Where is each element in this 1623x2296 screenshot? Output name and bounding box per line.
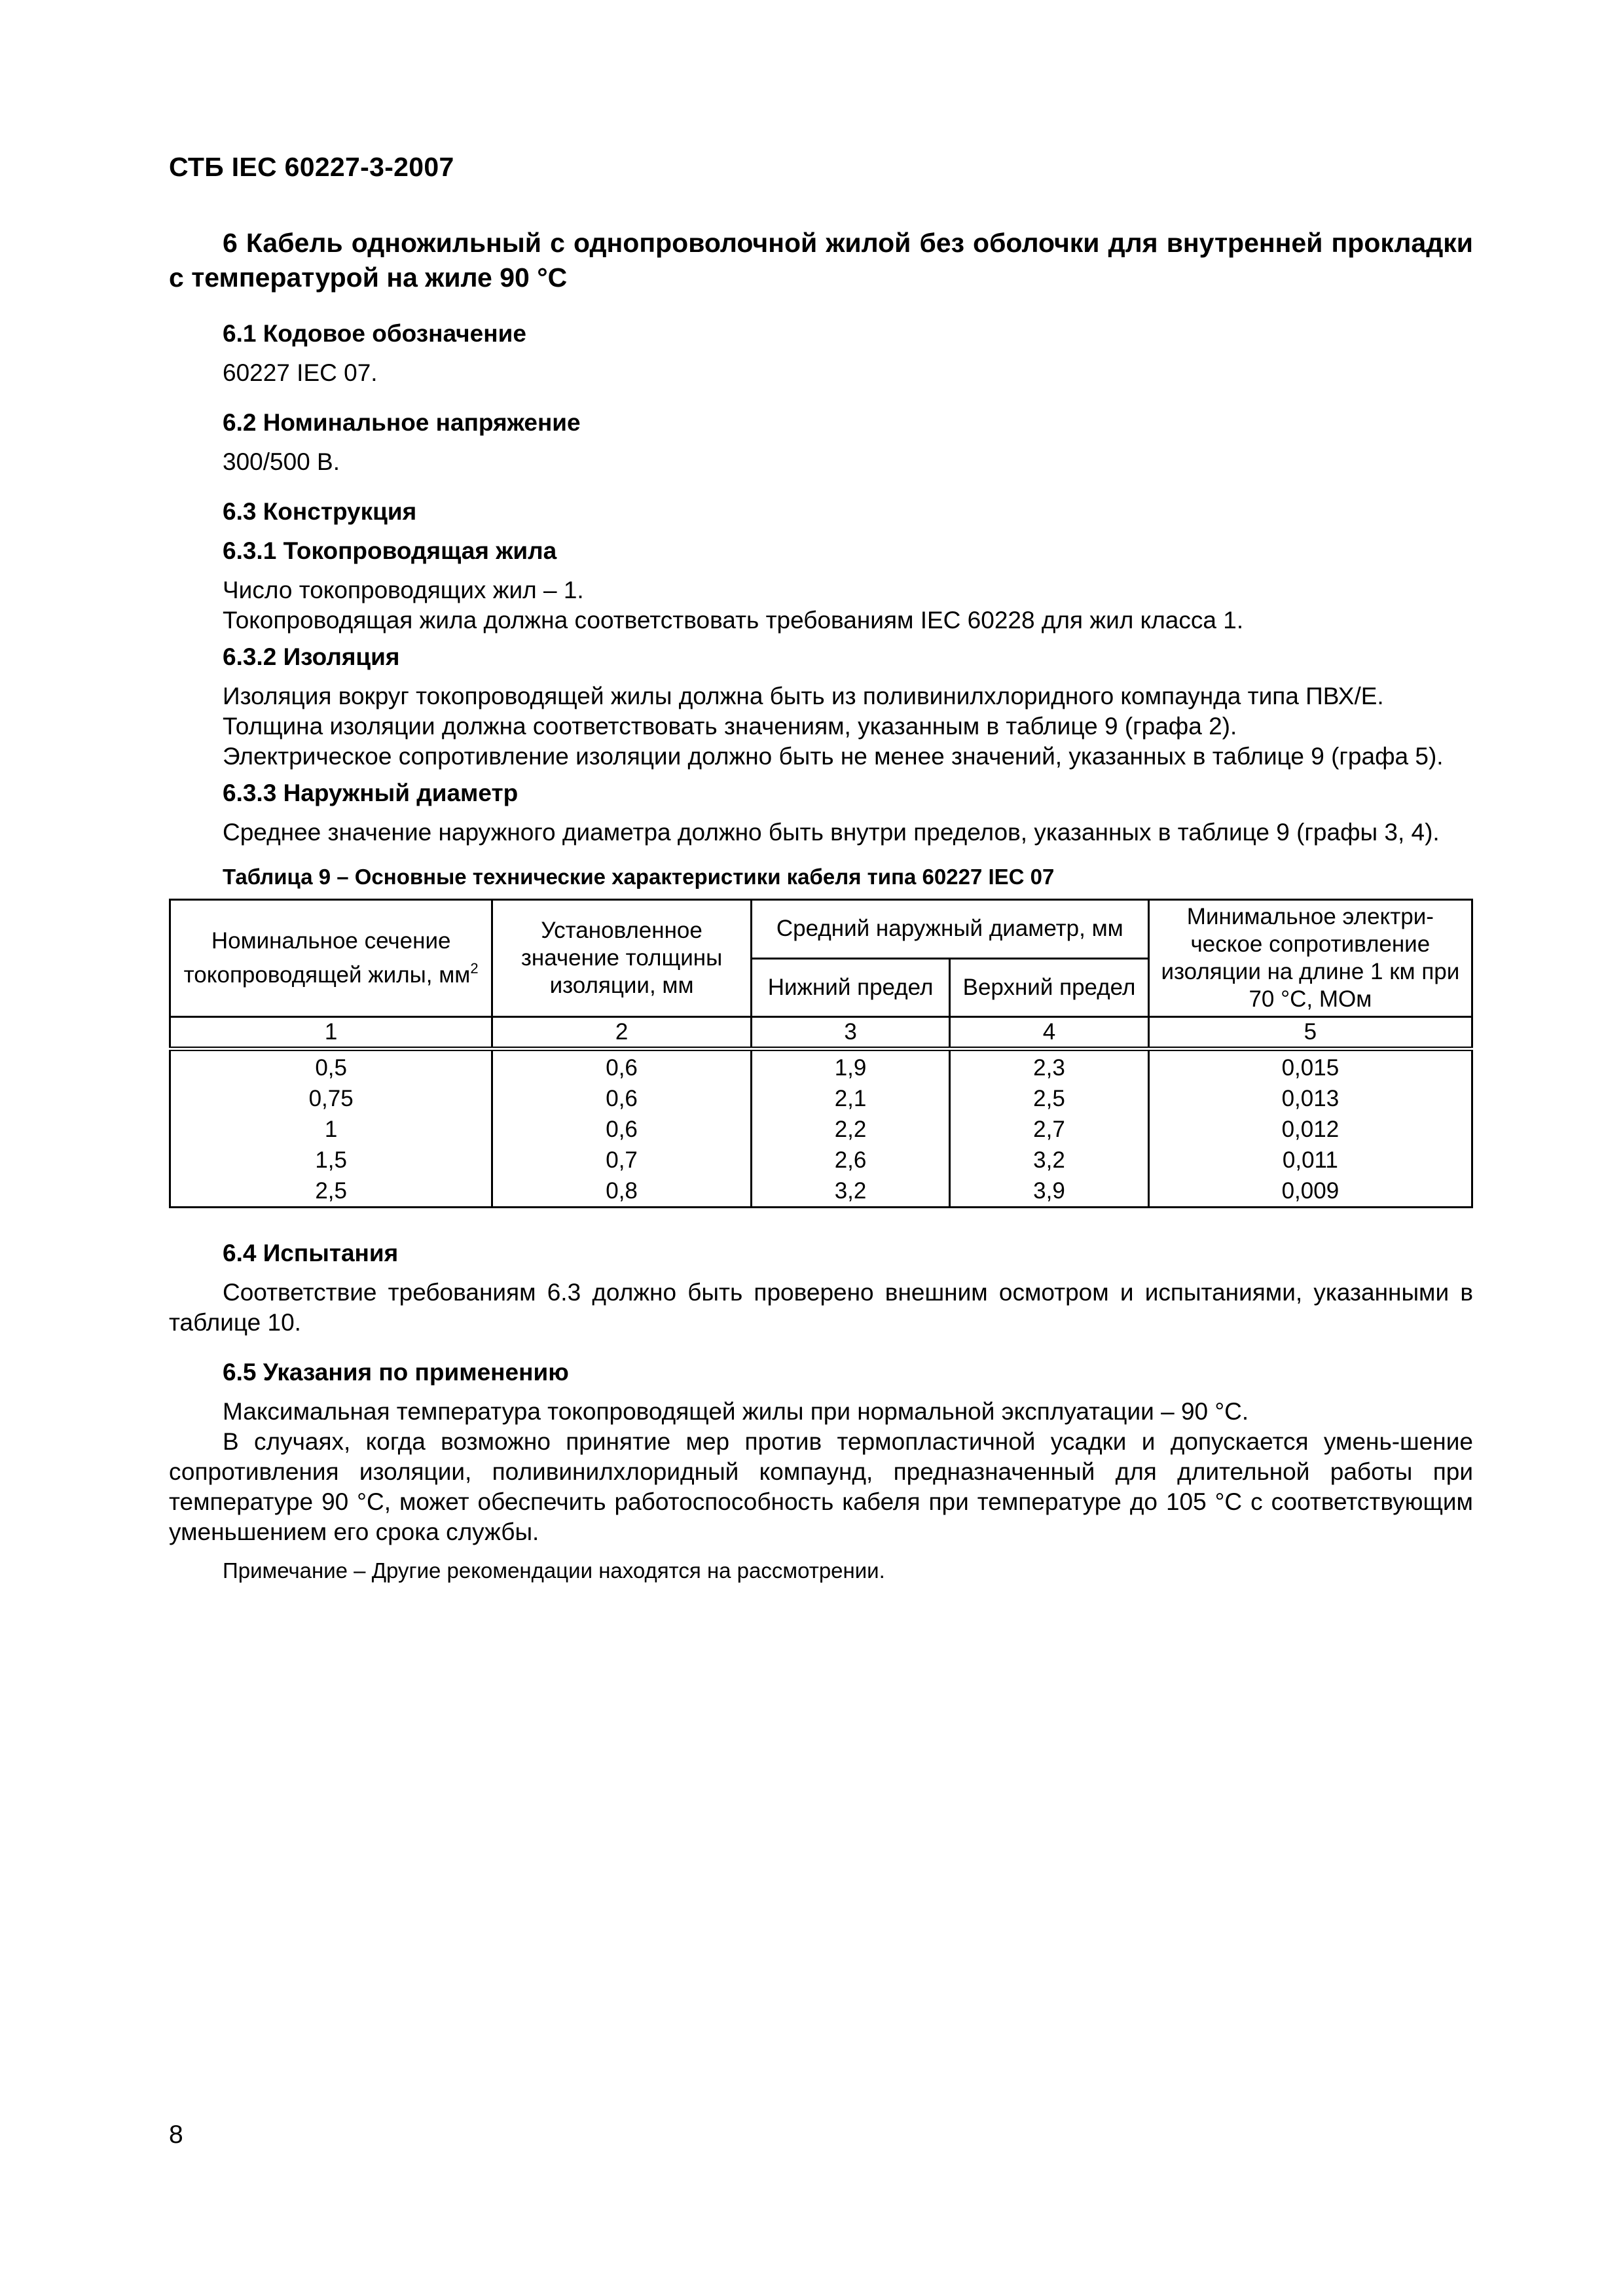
table-cell: 0,8 <box>606 1178 638 1204</box>
paragraph-6-5-a: Максимальная температура токопроводящей жилы при нормальной эксплуатации – 90 °С. <box>223 1398 1249 1425</box>
table-cell: 2,6 <box>834 1147 867 1173</box>
paragraph-6-3-3-a: Среднее значение наружного диаметра должно быть внутри пределов, указанных в таблице 9 (графы 3, 4). <box>223 819 1440 846</box>
table-header-row <box>170 900 1472 959</box>
heading-6-3-1: 6.3.1 Токопроводящая жила <box>223 537 557 564</box>
page-number: 8 <box>169 2121 183 2149</box>
table-cell: 0,013 <box>1281 1086 1340 1111</box>
heading-6-1: 6.1 Кодовое обозначение <box>223 320 526 347</box>
document-page <box>169 0 1473 2296</box>
table-cell: 2,7 <box>1033 1117 1065 1142</box>
table-cell: 3,9 <box>1033 1178 1065 1204</box>
heading-6-3: 6.3 Конструкция <box>223 498 417 525</box>
table-cell: 2,1 <box>834 1086 867 1111</box>
paragraph-6-3-1-b: Токопроводящая жила должна соответствовать требованиям IEC 60228 для жил класса 1. <box>223 607 1244 634</box>
header-cross-section-sup: 2 <box>470 960 479 977</box>
index-cell: 5 <box>1148 1017 1472 1049</box>
header-lower-limit: Нижний предел <box>751 958 949 1017</box>
table-index-row <box>170 1017 1472 1049</box>
table-cell: 0,6 <box>606 1086 638 1111</box>
index-cell: 4 <box>950 1017 1148 1049</box>
document-body <box>169 226 1473 1585</box>
heading-6-3-2: 6.3.2 Изоляция <box>223 643 400 670</box>
paragraph-6-3-2-c: Электрическое сопротивление изоляции должно быть не менее значений, указанных в таблице 9 (графа 5). <box>223 743 1444 770</box>
rated-voltage: 300/500 В. <box>223 448 340 475</box>
table-cell: 3,2 <box>1033 1147 1065 1173</box>
column-upper-limit <box>950 1049 1148 1208</box>
standard-header: СТБ IEC 60227-3-2007 <box>169 152 454 182</box>
section-title: 6 Кабель одножильный с однопроволочной жилой без оболочки для внутренней прокладки с температурой на жиле 90 °С <box>169 228 1473 293</box>
table-data-row <box>170 1049 1472 1208</box>
table-cell: 0,6 <box>606 1055 638 1081</box>
header-insulation-resistance: Минимальное электри-ческое сопротивление изоляции на длине 1 км при 70 °С, МОм <box>1148 900 1472 1017</box>
table-cell: 0,75 <box>308 1086 354 1111</box>
table-cell: 1,9 <box>834 1055 867 1081</box>
index-cell: 2 <box>492 1017 752 1049</box>
table-cell: 0,009 <box>1281 1178 1340 1204</box>
paragraph-6-3-2-b: Толщина изоляции должна соответствовать значениям, указанным в таблице 9 (графа 2). <box>223 713 1237 740</box>
paragraph-6-5-b: В случаях, когда возможно принятие мер против термопластичной усадки и допускается умень-шение сопротивления изоляции, поливинилхлоридный компаунд, предназначенный для длительной работы при температуре 90 °С, может обеспечить работоспособность кабеля при температуре до 105 °С с соответствующим уменьшением его срока службы. <box>169 1428 1473 1545</box>
table-cell: 2,5 <box>315 1178 347 1204</box>
paragraph-6-3-1-a: Число токопроводящих жил – 1. <box>223 577 584 603</box>
table-cell: 2,3 <box>1033 1055 1065 1081</box>
header-cross-section-text: Номинальное сечение токопроводящей жилы, мм <box>183 928 471 988</box>
heading-6-4: 6.4 Испытания <box>223 1240 399 1266</box>
table-cell: 0,6 <box>606 1117 638 1142</box>
paragraph-6-4-a: Соответствие требованиям 6.3 должно быть проверено внешним осмотром и испытаниями, указанными в таблице 10. <box>169 1279 1473 1336</box>
table-cell: 1 <box>324 1117 338 1142</box>
table-cell: 0,5 <box>315 1055 347 1081</box>
table-cell: 2,5 <box>1033 1086 1065 1111</box>
header-cross-section <box>170 900 492 1017</box>
header-upper-limit: Верхний предел <box>950 958 1148 1017</box>
heading-6-3-3: 6.3.3 Наружный диаметр <box>223 780 519 806</box>
table-cell: 1,5 <box>315 1147 347 1173</box>
index-cell: 1 <box>170 1017 492 1049</box>
table-9 <box>169 899 1473 1208</box>
note: Примечание – Другие рекомендации находятся на рассмотрении. <box>223 1558 885 1583</box>
table-cell: 3,2 <box>834 1178 867 1204</box>
table-cell: 0,011 <box>1282 1147 1338 1173</box>
table-cell: 0,015 <box>1281 1055 1340 1081</box>
table-9-caption: Таблица 9 – Основные технические характеристики кабеля типа 60227 IEC 07 <box>223 865 1055 889</box>
header-mean-diameter: Средний наружный диаметр, мм <box>751 900 1148 959</box>
index-cell: 3 <box>751 1017 949 1049</box>
column-lower-limit <box>751 1049 949 1208</box>
table-cell: 2,2 <box>834 1117 867 1142</box>
heading-6-2: 6.2 Номинальное напряжение <box>223 409 581 436</box>
heading-6-5: 6.5 Указания по применению <box>223 1359 569 1386</box>
table-cell: 0,7 <box>606 1147 638 1173</box>
code-designation: 60227 IEC 07. <box>223 359 378 386</box>
column-cross-section <box>170 1049 492 1208</box>
paragraph-6-3-2-a: Изоляция вокруг токопроводящей жилы должна быть из поливинилхлоридного компаунда типа ПВХ/Е. <box>223 683 1384 709</box>
table-cell: 0,012 <box>1281 1117 1340 1142</box>
column-insulation-thickness <box>492 1049 752 1208</box>
header-insulation-thickness: Установленное значение толщины изоляции, мм <box>492 900 752 1017</box>
column-insulation-resistance <box>1148 1049 1472 1208</box>
